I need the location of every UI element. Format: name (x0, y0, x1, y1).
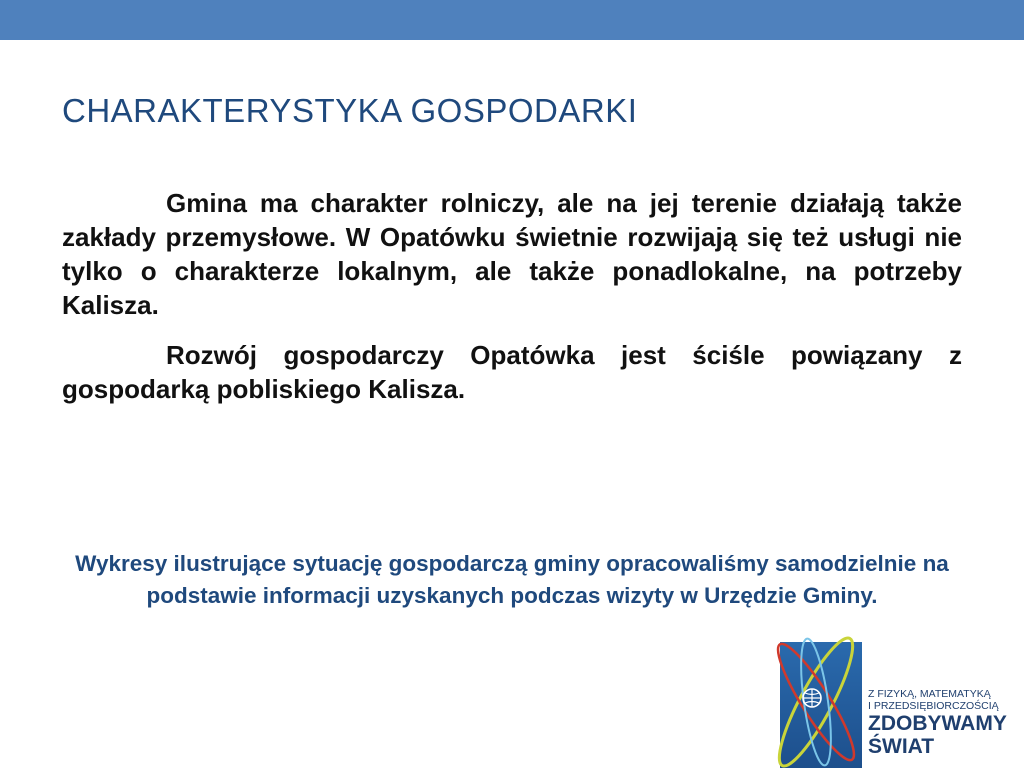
logo-text (868, 688, 1007, 758)
logo-line-3: ZDOBYWAMY (868, 712, 1007, 735)
paragraph-2: Rozwój gospodarczy Opatówka jest ściśle powiązany z gospodarką pobliskiego Kalisza. (62, 340, 962, 404)
top-accent-bar (0, 0, 1024, 40)
logo-line-2: I PRZEDSIĘBIORCZOŚCIĄ (868, 700, 999, 712)
logo-line-4: ŚWIAT (868, 735, 935, 758)
atom-orbit-icon (770, 622, 870, 768)
slide-body (62, 186, 962, 422)
project-logo (770, 622, 1024, 768)
paragraph-1: Gmina ma charakter rolniczy, ale na jej terenie działają także zakłady przemysłowe. W Opatówku świetnie rozwijają się też usługi nie tylko o charakterze lokalnym, ale także ponadlokalne, na potrzeby Kalisza. (62, 188, 962, 320)
slide-title: CHARAKTERYSTYKA GOSPODARKI (62, 92, 638, 129)
charts-note: Wykresy ilustrujące sytuację gospodarczą gminy opracowaliśmy samodzielnie na podstawie informacji uzyskanych podczas wizyty w Urzędzie Gminy. (75, 551, 949, 608)
logo-line-1: Z FIZYKĄ, MATEMATYKĄ (868, 688, 991, 700)
